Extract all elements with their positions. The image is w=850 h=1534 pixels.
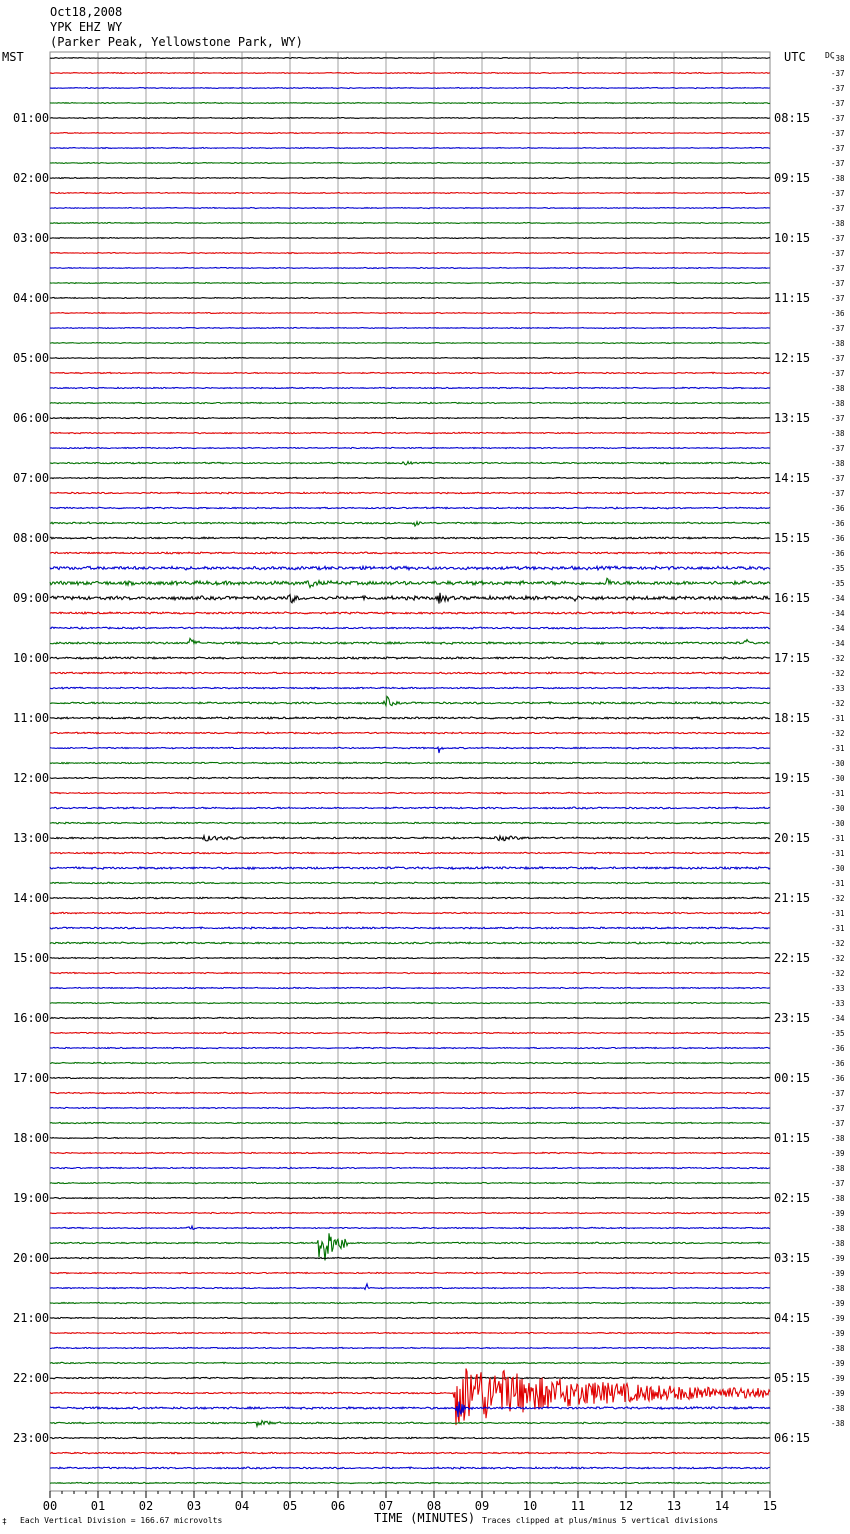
dc-offset-label: -37 xyxy=(831,279,845,288)
trace-row xyxy=(50,507,770,509)
trace-row xyxy=(50,1362,770,1363)
x-tick-label: 03 xyxy=(186,1499,202,1513)
trace-row xyxy=(50,1167,770,1168)
time-axis xyxy=(43,1491,777,1513)
dc-offset-label: -37 xyxy=(831,1119,845,1128)
dc-offset-label: -37 xyxy=(831,354,845,363)
trace-row xyxy=(50,942,770,944)
mst-axis-title: MST xyxy=(2,50,24,64)
dc-offset-label: -37 xyxy=(831,99,845,108)
mst-hour-label: 12:00 xyxy=(13,771,50,785)
trace-row xyxy=(50,492,770,494)
trace-row xyxy=(50,1317,770,1318)
dc-offset-label: -32 xyxy=(831,894,845,903)
dc-offset-label: -36 xyxy=(831,519,845,528)
dc-offset-label: -31 xyxy=(831,834,845,843)
dc-offset-label: -38 xyxy=(831,1404,845,1413)
dc-offset-label: -36 xyxy=(831,1059,845,1068)
x-tick-label: 07 xyxy=(378,1499,394,1513)
mst-hour-label: 18:00 xyxy=(13,1131,50,1145)
mst-hour-label: 16:00 xyxy=(13,1011,50,1025)
utc-hour-label: 21:15 xyxy=(774,891,811,905)
trace-row xyxy=(50,1182,770,1183)
scale-note: Each Vertical Division = 166.67 microvolts xyxy=(20,1516,223,1525)
trace-row xyxy=(50,462,770,465)
dc-offset-label: -35 xyxy=(831,579,845,588)
trace-row xyxy=(50,987,770,988)
x-tick-label: 06 xyxy=(330,1499,346,1513)
trace-row xyxy=(50,672,770,674)
trace-row xyxy=(50,208,770,209)
mst-hour-label: 22:00 xyxy=(13,1371,50,1385)
x-tick-label: 15 xyxy=(762,1499,778,1513)
dc-offset-label: -38 xyxy=(831,1224,845,1233)
trace-row xyxy=(50,1467,770,1469)
utc-hour-label: 01:15 xyxy=(774,1131,811,1145)
utc-hour-label: 14:15 xyxy=(774,471,811,485)
dc-offset-label: -37 xyxy=(831,234,845,243)
trace-row xyxy=(50,697,770,706)
dc-offset-label: -32 xyxy=(831,969,845,978)
trace-row xyxy=(50,1002,770,1003)
trace-row xyxy=(50,732,770,734)
utc-hour-label: 11:15 xyxy=(774,291,811,305)
trace-row xyxy=(50,522,770,526)
trace-row xyxy=(50,912,770,914)
trace-row xyxy=(50,58,770,59)
trace-row xyxy=(50,566,770,570)
trace-row xyxy=(50,447,770,448)
dc-offset-label: -38 xyxy=(831,1344,845,1353)
dc-offset-label: -36 xyxy=(831,534,845,543)
utc-hour-label: 23:15 xyxy=(774,1011,811,1025)
utc-hour-label: 12:15 xyxy=(774,351,811,365)
dc-offset-label: -37 xyxy=(831,204,845,213)
dc-offset-label: -32 xyxy=(831,669,845,678)
dc-offset-label: -39 xyxy=(831,1329,845,1338)
trace-row xyxy=(50,402,770,403)
trace-row xyxy=(50,717,770,719)
trace-row xyxy=(50,1347,770,1348)
trace-row xyxy=(50,807,770,809)
trace-row xyxy=(50,822,770,824)
trace-row xyxy=(50,103,770,104)
trace-row xyxy=(50,162,770,163)
mst-hour-label: 14:00 xyxy=(13,891,50,905)
trace-row xyxy=(50,1233,770,1260)
dc-offset-label: -36 xyxy=(831,1074,845,1083)
dc-offset-label: -38 xyxy=(831,1284,845,1293)
dc-offset-label: -38 xyxy=(831,384,845,393)
trace-row xyxy=(50,283,770,284)
dc-offset-label: -38 xyxy=(831,459,845,468)
mst-hour-label: 13:00 xyxy=(13,831,50,845)
trace-row xyxy=(50,432,770,433)
dc-offset-label: -37 xyxy=(831,129,845,138)
station-title: YPK EHZ WY xyxy=(50,20,123,34)
dc-offset-label: -38 xyxy=(831,339,845,348)
dc-offset-label: -39 xyxy=(831,1269,845,1278)
dc-offset-label: -38 xyxy=(831,1164,845,1173)
x-tick-label: 09 xyxy=(474,1499,490,1513)
mst-hour-label: 23:00 xyxy=(13,1431,50,1445)
trace-row xyxy=(50,1092,770,1093)
dc-offset-label: -33 xyxy=(831,999,845,1008)
trace-row xyxy=(50,537,770,539)
trace-row xyxy=(50,1452,770,1454)
utc-axis-title: UTC xyxy=(784,50,806,64)
dc-offset-label: -37 xyxy=(831,159,845,168)
dc-offset-label: -34 xyxy=(831,639,845,648)
dc-offset-label: -39 xyxy=(831,1389,845,1398)
trace-row xyxy=(50,88,770,89)
utc-hour-label: 06:15 xyxy=(774,1431,811,1445)
trace-row xyxy=(50,253,770,254)
dc-offset-label: -39 xyxy=(831,1374,845,1383)
dc-offset-label: -34 xyxy=(831,594,845,603)
trace-row xyxy=(50,387,770,388)
trace-row xyxy=(50,1062,770,1063)
dc-offset-label: -37 xyxy=(831,249,845,258)
trace-row xyxy=(50,836,770,841)
trace-row xyxy=(50,372,770,373)
clip-note: Traces clipped at plus/minus 5 vertical divisions xyxy=(482,1516,719,1525)
x-tick-label: 11 xyxy=(570,1499,586,1513)
dc-offset-label: -30 xyxy=(831,774,845,783)
trace-row xyxy=(50,1122,770,1123)
dc-offset-label: -30 xyxy=(831,819,845,828)
dc-offset-label: -31 xyxy=(831,879,845,888)
seismic-traces xyxy=(50,58,770,1484)
mst-hour-label: 03:00 xyxy=(13,231,50,245)
trace-row xyxy=(50,1197,770,1198)
trace-row xyxy=(50,747,770,753)
trace-row xyxy=(50,762,770,764)
trace-row xyxy=(50,118,770,119)
mst-hour-label: 19:00 xyxy=(13,1191,50,1205)
dc-offset-label: -30 xyxy=(831,804,845,813)
dc-offset-label: -37 xyxy=(831,1179,845,1188)
mst-hour-label: 05:00 xyxy=(13,351,50,365)
trace-row xyxy=(50,867,770,869)
dc-offset-label: -37 xyxy=(831,84,845,93)
x-tick-label: 04 xyxy=(234,1499,250,1513)
trace-row xyxy=(50,1212,770,1213)
dc-offset-label: -38 xyxy=(831,1239,845,1248)
x-tick-label: 02 xyxy=(138,1499,154,1513)
dc-offset-label: -38 xyxy=(831,54,845,63)
dc-offset-label: -32 xyxy=(831,939,845,948)
mst-hour-label: 04:00 xyxy=(13,291,50,305)
utc-hour-label: 22:15 xyxy=(774,951,811,965)
dc-offset-label: -37 xyxy=(831,444,845,453)
trace-row xyxy=(50,593,770,604)
x-tick-label: 10 xyxy=(522,1499,538,1513)
trace-row xyxy=(50,73,770,74)
utc-hour-label: 19:15 xyxy=(774,771,811,785)
trace-row xyxy=(50,1017,770,1018)
dc-offset-label: -32 xyxy=(831,954,845,963)
dc-offset-label: -38 xyxy=(831,399,845,408)
utc-hour-label: 02:15 xyxy=(774,1191,811,1205)
dc-offset-label: -32 xyxy=(831,654,845,663)
trace-row xyxy=(50,792,770,793)
x-tick-label: 13 xyxy=(666,1499,682,1513)
mst-hour-label: 08:00 xyxy=(13,531,50,545)
dc-offset-label: -31 xyxy=(831,909,845,918)
trace-row xyxy=(50,267,770,268)
utc-hour-label: 04:15 xyxy=(774,1311,811,1325)
x-tick-label: 12 xyxy=(618,1499,634,1513)
trace-row xyxy=(50,882,770,884)
mst-hour-label: 20:00 xyxy=(13,1251,50,1265)
dc-offset-label: -38 xyxy=(831,429,845,438)
dc-offset-label: -38 xyxy=(831,219,845,228)
trace-row xyxy=(50,178,770,179)
dc-offset-label: -33 xyxy=(831,984,845,993)
utc-hour-label: 20:15 xyxy=(774,831,811,845)
trace-row xyxy=(50,358,770,359)
trace-row xyxy=(50,328,770,329)
trace-row xyxy=(50,1152,770,1153)
dc-offset-label: -35 xyxy=(831,1029,845,1038)
dc-offset-label: -37 xyxy=(831,324,845,333)
mst-hour-label: 21:00 xyxy=(13,1311,50,1325)
dc-offset-labels xyxy=(831,54,845,1428)
trace-row xyxy=(50,1272,770,1273)
x-tick-label: 00 xyxy=(42,1499,58,1513)
trace-row xyxy=(50,1369,770,1426)
dc-offset-label: -36 xyxy=(831,504,845,513)
utc-hour-label: 15:15 xyxy=(774,531,811,545)
dc-offset-label: -33 xyxy=(831,684,845,693)
mst-hour-label: 01:00 xyxy=(13,111,50,125)
dc-offset-label: -39 xyxy=(831,1359,845,1368)
trace-row xyxy=(50,852,770,854)
trace-row xyxy=(50,1402,770,1417)
dc-offset-label: -34 xyxy=(831,1014,845,1023)
dc-offset-label: -37 xyxy=(831,369,845,378)
trace-row xyxy=(50,298,770,299)
dc-offset-label: -31 xyxy=(831,789,845,798)
trace-row xyxy=(50,897,770,899)
dc-offset-label: -35 xyxy=(831,564,845,573)
dc-offset-label: -36 xyxy=(831,309,845,318)
dc-offset-label: -37 xyxy=(831,114,845,123)
dc-offset-label: -38 xyxy=(831,1134,845,1143)
utc-hour-label: 08:15 xyxy=(774,111,811,125)
mst-hour-labels xyxy=(13,111,49,1445)
dc-offset-label: -31 xyxy=(831,714,845,723)
trace-row xyxy=(50,1137,770,1138)
trace-row xyxy=(50,477,770,478)
trace-row xyxy=(50,193,770,194)
dc-offset-label: -30 xyxy=(831,864,845,873)
dc-offset-label: -30 xyxy=(831,759,845,768)
mst-hour-label: 09:00 xyxy=(13,591,50,605)
dc-offset-label: -37 xyxy=(831,69,845,78)
dc-offset-label: -36 xyxy=(831,1044,845,1053)
trace-row xyxy=(50,1047,770,1048)
dc-offset-label: -38 xyxy=(831,174,845,183)
trace-row xyxy=(50,627,770,629)
date-title: Oct18,2008 xyxy=(50,5,123,19)
trace-row xyxy=(50,148,770,149)
dc-offset-label: -31 xyxy=(831,849,845,858)
trace-row xyxy=(50,1284,770,1290)
trace-row xyxy=(50,1421,770,1427)
dc-axis-title: DC xyxy=(825,51,835,60)
trace-row xyxy=(50,1377,770,1379)
trace-row xyxy=(50,612,770,614)
x-tick-label: 14 xyxy=(714,1499,730,1513)
dc-offset-label: -31 xyxy=(831,744,845,753)
x-tick-label: 05 xyxy=(282,1499,298,1513)
mst-hour-label: 10:00 xyxy=(13,651,50,665)
dc-offset-label: -38 xyxy=(831,1194,845,1203)
trace-row xyxy=(50,1332,770,1333)
x-tick-label: 08 xyxy=(426,1499,442,1513)
trace-row xyxy=(50,313,770,314)
dc-offset-label: -39 xyxy=(831,1149,845,1158)
mst-hour-label: 02:00 xyxy=(13,171,50,185)
trace-row xyxy=(50,638,770,644)
dc-offset-label: -37 xyxy=(831,474,845,483)
trace-row xyxy=(50,552,770,554)
mst-hour-label: 17:00 xyxy=(13,1071,50,1085)
dc-offset-label: -38 xyxy=(831,1419,845,1428)
dc-offset-label: -36 xyxy=(831,549,845,558)
utc-hour-label: 17:15 xyxy=(774,651,811,665)
trace-row xyxy=(50,417,770,418)
mst-hour-label: 07:00 xyxy=(13,471,50,485)
trace-row xyxy=(50,1482,770,1483)
dc-offset-label: -34 xyxy=(831,624,845,633)
trace-row xyxy=(50,687,770,689)
dc-offset-label: -39 xyxy=(831,1314,845,1323)
utc-hour-label: 05:15 xyxy=(774,1371,811,1385)
trace-row xyxy=(50,957,770,958)
dc-offset-label: -39 xyxy=(831,1299,845,1308)
utc-hour-label: 03:15 xyxy=(774,1251,811,1265)
utc-hour-label: 00:15 xyxy=(774,1071,811,1085)
utc-hour-label: 18:15 xyxy=(774,711,811,725)
x-tick-label: 01 xyxy=(90,1499,106,1513)
trace-row xyxy=(50,238,770,239)
trace-row xyxy=(50,578,770,587)
dc-offset-label: -34 xyxy=(831,609,845,618)
trace-row xyxy=(50,133,770,134)
dc-offset-label: -37 xyxy=(831,189,845,198)
utc-hour-labels xyxy=(774,111,810,1445)
utc-hour-label: 13:15 xyxy=(774,411,811,425)
utc-hour-label: 10:15 xyxy=(774,231,811,245)
dc-offset-label: -32 xyxy=(831,729,845,738)
dc-offset-label: -39 xyxy=(831,1209,845,1218)
trace-row xyxy=(50,223,770,224)
trace-row xyxy=(50,1107,770,1108)
trace-row xyxy=(50,972,770,973)
trace-row xyxy=(50,343,770,344)
dc-offset-label: -37 xyxy=(831,294,845,303)
dc-offset-label: -32 xyxy=(831,699,845,708)
trace-row xyxy=(50,1226,770,1229)
dc-offset-label: -37 xyxy=(831,414,845,423)
trace-row xyxy=(50,777,770,779)
dc-offset-label: -37 xyxy=(831,264,845,273)
location-title: (Parker Peak, Yellowstone Park, WY) xyxy=(50,35,303,49)
utc-hour-label: 16:15 xyxy=(774,591,811,605)
dc-offset-label: -37 xyxy=(831,1089,845,1098)
trace-row xyxy=(50,1302,770,1303)
utc-hour-label: 09:15 xyxy=(774,171,811,185)
dc-offset-label: -39 xyxy=(831,1254,845,1263)
mst-hour-label: 06:00 xyxy=(13,411,50,425)
trace-row xyxy=(50,1077,770,1078)
corner-mark: ‡ xyxy=(2,1517,7,1526)
trace-row xyxy=(50,657,770,659)
dc-offset-label: -37 xyxy=(831,489,845,498)
trace-row xyxy=(50,1437,770,1439)
dc-offset-label: -37 xyxy=(831,1104,845,1113)
trace-row xyxy=(50,1257,770,1258)
trace-row xyxy=(50,927,770,929)
dc-offset-label: -37 xyxy=(831,144,845,153)
mst-hour-label: 11:00 xyxy=(13,711,50,725)
mst-hour-label: 15:00 xyxy=(13,951,50,965)
x-axis-label: TIME (MINUTES) xyxy=(374,1511,476,1525)
trace-row xyxy=(50,1032,770,1033)
dc-offset-label: -31 xyxy=(831,924,845,933)
